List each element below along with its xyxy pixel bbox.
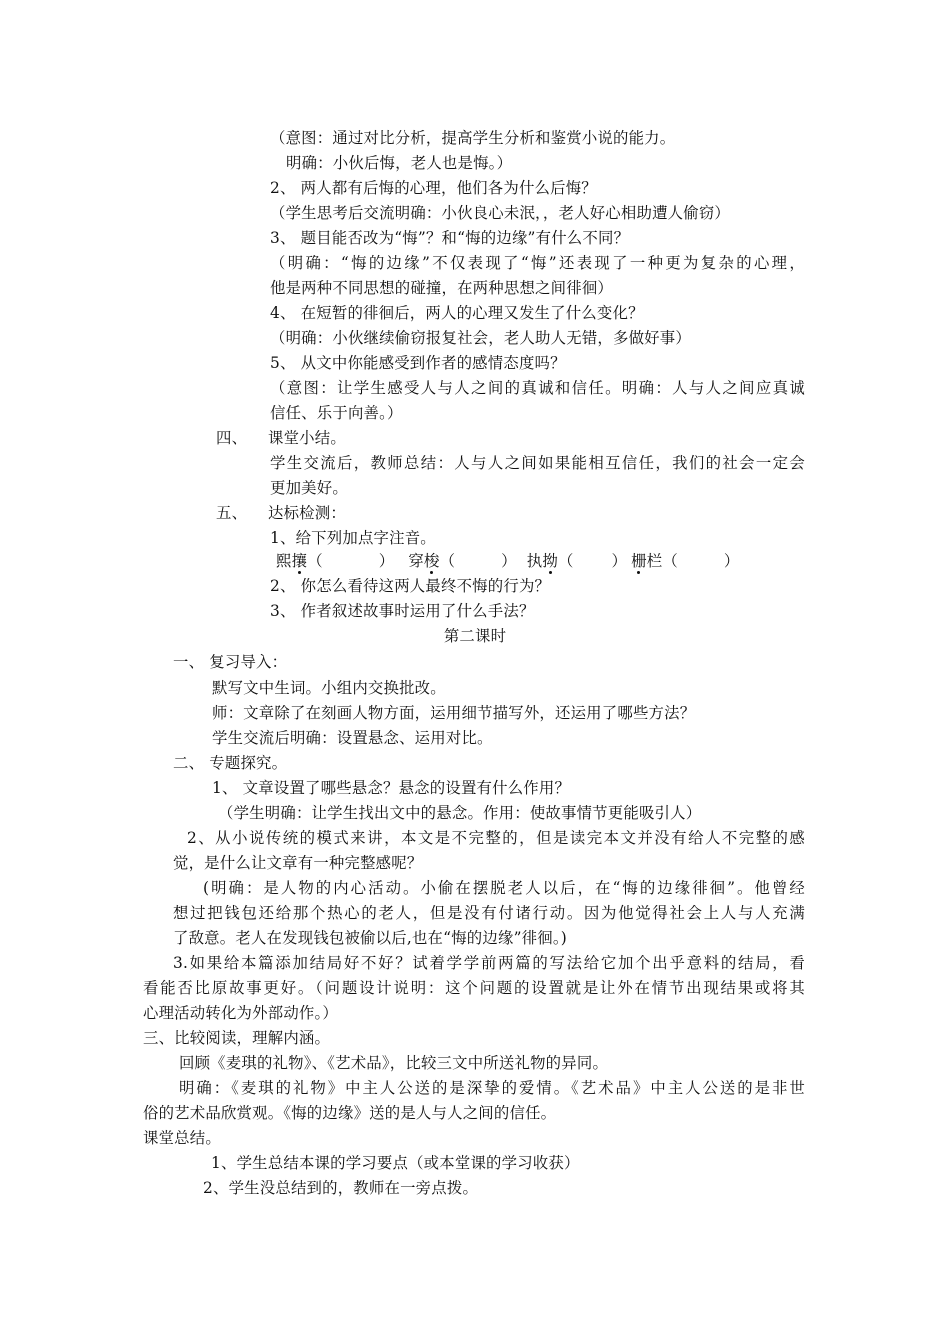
question-3: 3、 题目能否改为“悔”？和“悔的边缘”有什么不同？ (270, 229, 630, 247)
pinyin-exercise-row: 熙攘（ ） 穿梭（ ） 执拗（ ） 栅栏（ ） (276, 552, 740, 570)
exercise-3: 3、 作者叙述故事时运用了什么手法？ (270, 602, 535, 620)
topic-question-1: 1、 文章设置了哪些悬念？悬念的设置有什么作用？ (212, 779, 571, 797)
answer-3-line-1: （明确：“悔的边缘”不仅表现了“悔”还表现了一种更为复杂的心理， (270, 254, 805, 272)
answer-4: （明确：小伙继续偷窃报复社会，老人助人无错，多做好事） (270, 329, 691, 347)
word-4: 栅栏 (631, 552, 663, 570)
topic-answer-2-line-3: 了敌意。老人在发现钱包被偷以后,也在“悔的边缘”徘徊。) (173, 929, 567, 947)
section-4-text-2: 更加美好。 (270, 479, 348, 497)
topic-question-3-line-1: 3.如果给本篇添加结局好不好？试着学学前两篇的写法给它加个出乎意料的结局，看 (173, 954, 805, 972)
summary-line-1: 1、学生总结本课的学习要点（或本堂课的学习收获） (211, 1154, 580, 1172)
topic-question-2-line-1: 2、从小说传统的模式来讲，本文是不完整的，但是读完本文并没有给人不完整的感 (187, 829, 805, 847)
part-3-heading: 三、比较阅读，理解内涵。 (143, 1029, 331, 1047)
review-line-2: 师：文章除了在刻画人物方面，运用细节描写外，还运用了哪些方法？ (212, 704, 696, 722)
question-2: 2、 两人都有后悔的心理，他们各为什么后悔？ (270, 179, 597, 197)
question-4: 4、 在短暂的徘徊后，两人的心理又发生了什么变化？ (270, 304, 644, 322)
intent-line-1: （意图：通过对比分析，提高学生分析和鉴赏小说的能力。 (270, 129, 676, 147)
summary-heading: 课堂总结。 (143, 1129, 221, 1147)
section-5-title: 达标检测： (268, 504, 346, 522)
exercise-2: 2、 你怎么看待这两人最终不悔的行为？ (270, 577, 551, 595)
section-4-title: 课堂小结。 (268, 429, 346, 447)
clarify-line-1: 明确：小伙后悔，老人也是悔。） (286, 154, 513, 172)
topic-answer-1: （学生明确：让学生找出文中的悬念。作用：使故事情节更能吸引人） (218, 804, 702, 822)
topic-question-3-line-2: 看能否比原故事更好。（问题设计说明：这个问题的设置就是让外在情节出现结果或将其 (143, 979, 805, 997)
review-line-1: 默写文中生词。小组内交换批改。 (212, 679, 446, 697)
section-5-number: 五、 (216, 504, 248, 522)
question-5: 5、 从文中你能感受到作者的感情态度吗？ (270, 354, 566, 372)
answer-3-line-2: 他是两种不同思想的碰撞，在两种思想之间徘徊） (270, 279, 613, 297)
topic-question-3-line-3: 心理活动转化为外部动作。） (143, 1004, 338, 1022)
answer-2: （学生思考后交流明确：小伙良心未泯，，老人好心相助遭人偷窃） (270, 204, 731, 222)
exercise-1: 1、给下列加点字注音。 (270, 529, 436, 547)
compare-line-3: 俗的艺术品欣赏观。《悔的边缘》送的是人与人之间的信任。 (143, 1104, 557, 1122)
section-5-heading (216, 501, 346, 525)
summary-line-2: 2、学生没总结到的，教师在一旁点拨。 (203, 1179, 479, 1197)
part-1-heading: 一、 复习导入： (173, 653, 288, 671)
section-4-text-1: 学生交流后，教师总结：人与人之间如果能相互信任，我们的社会一定会 (270, 454, 805, 472)
review-line-3: 学生交流后明确：设置悬念、运用对比。 (212, 729, 493, 747)
word-2: 穿梭 (408, 552, 440, 570)
topic-answer-2-line-2: 想过把钱包还给那个热心的老人，但是没有付诸行动。因为他觉得社会上人与人充满 (173, 904, 805, 922)
word-1: 熙攘 (276, 552, 308, 570)
topic-answer-2-line-1: (明确：是人物的内心活动。小偷在摆脱老人以后，在“悔的边缘徘徊”。他曾经 (203, 879, 805, 897)
section-4-heading (216, 426, 346, 450)
compare-line-2: 明确：《麦琪的礼物》中主人公送的是深挚的爱情。《艺术品》中主人公送的是非世 (179, 1079, 805, 1097)
answer-5-line-1: （意图：让学生感受人与人之间的真诚和信任。明确：人与人之间应真诚 (270, 379, 805, 397)
part-2-heading: 二、 专题探究。 (173, 754, 288, 772)
section-4-number: 四、 (216, 429, 248, 447)
answer-5-line-2: 信任、乐于向善。） (270, 404, 403, 422)
compare-line-1: 回顾《麦琪的礼物》、《艺术品》，比较三文中所送礼物的异同。 (179, 1054, 609, 1072)
lesson-2-heading: 第二课时 (443, 627, 507, 645)
topic-question-2-line-2: 觉，是什么让文章有一种完整感呢？ (173, 854, 423, 872)
word-3: 执拗 (526, 552, 558, 570)
